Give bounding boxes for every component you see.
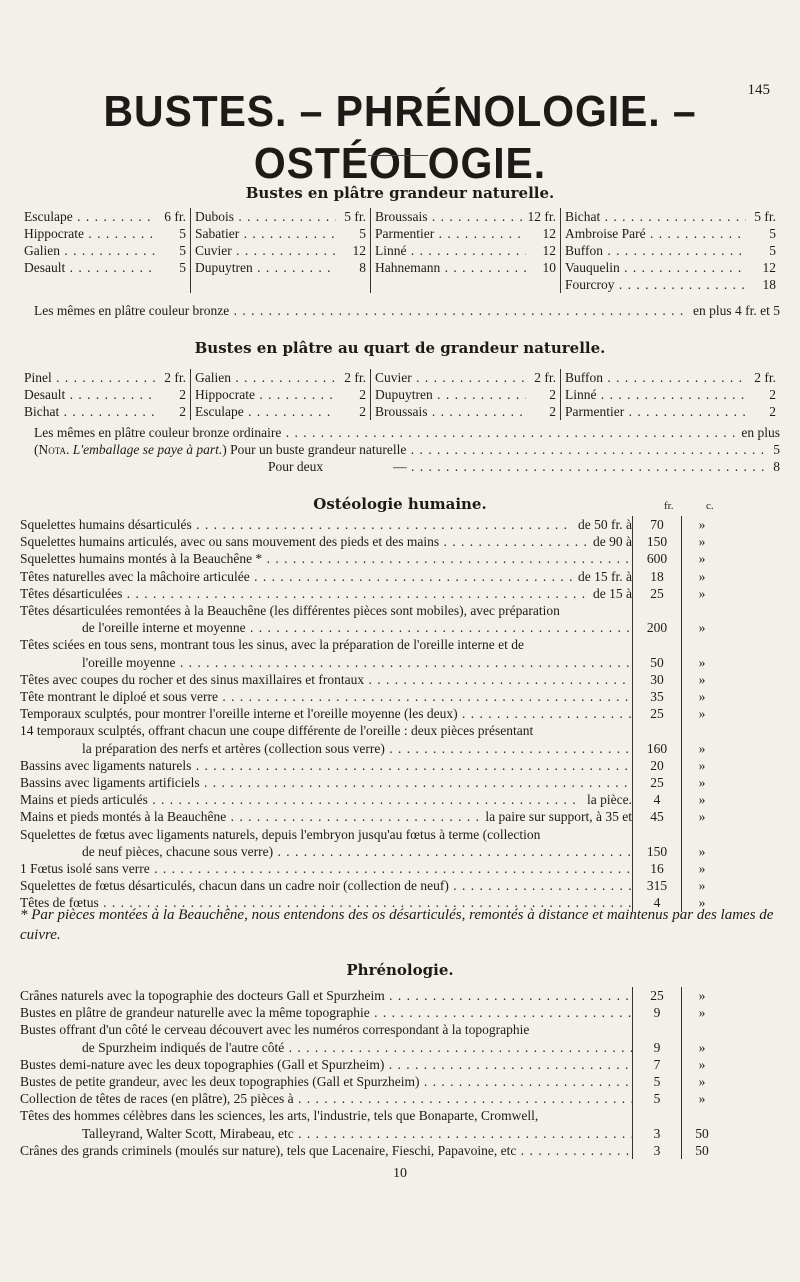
row-description: Têtes sciées en tous sens, montrant tous les sinus, avec la préparation de l'oreille interne et de (20, 637, 525, 653)
row-description: Mains et pieds articulés . . . (20, 791, 582, 808)
row-description-continued: la préparation des nerfs et artères (collection sous verre) . . . (82, 740, 632, 757)
table-row (20, 550, 780, 567)
item-name: Hippocrate . . . (195, 386, 336, 403)
row-description: Squelettes humains désarticulés . . . (20, 516, 573, 533)
row-centimes: » (698, 809, 706, 825)
item-price: 2 (549, 404, 556, 419)
bronze-text: Les mêmes en plâtre couleur bronze . . . (34, 302, 687, 319)
table-row (20, 860, 780, 877)
nota-price: 5 (773, 442, 780, 457)
footnote: * Par pièces montées à la Beauchêne, nous entendons des os désarticulés, remontés à distance et maintenus par des lames de cuivre. (20, 907, 774, 943)
item-name: Galien . . . (24, 242, 156, 259)
osteology-table (20, 516, 780, 912)
row-centimes: » (698, 620, 706, 636)
row-francs: 3 (632, 1107, 682, 1141)
price-column (190, 208, 370, 293)
row-centimes: 50 (695, 1142, 709, 1158)
row-centimes: » (698, 895, 706, 911)
row-francs: 20 (632, 757, 682, 774)
row-francs: 50 (632, 636, 682, 670)
row-description: Bustes offrant d'un côté le cerveau découvert avec les numéros correspondant à la topographie (20, 1022, 530, 1038)
row-centimes: » (698, 1091, 706, 1107)
row-francs: 45 (632, 808, 682, 825)
price-item (24, 208, 186, 225)
row-francs: 600 (632, 550, 682, 567)
item-name: Bichat . . . (565, 208, 746, 225)
row-price-range: de 15 fr. à (578, 568, 632, 584)
table-row (20, 1021, 780, 1055)
item-name: Esculape . . . (24, 208, 156, 225)
row-centimes: » (698, 1056, 706, 1072)
item-name: Linné . . . (375, 242, 526, 259)
col-header-c: c. (706, 500, 714, 512)
price-item (195, 403, 366, 420)
item-price: 12 (542, 243, 556, 258)
price-column (190, 369, 370, 420)
item-name: Cuvier . . . (195, 242, 336, 259)
row-description: Bustes de petite grandeur, avec les deux topographies (Gall et Spurzheim) . . . (20, 1073, 632, 1090)
item-name: Ambroise Paré . . . (565, 225, 746, 242)
row-description: Collection de têtes de races (en plâtre), 25 pièces à . . . (20, 1090, 632, 1107)
row-description: Squelettes de fœtus avec ligaments naturels, depuis l'embryon jusqu'au fœtus à terme (collection (20, 826, 541, 842)
row-francs: 5 (632, 1090, 682, 1107)
phrenology-table (20, 987, 780, 1159)
price-item (195, 242, 366, 259)
row-francs: 150 (632, 826, 682, 860)
row-francs: 30 (632, 671, 682, 688)
row-centimes: 50 (695, 1125, 709, 1141)
row-francs: 70 (632, 516, 682, 533)
row-description: Têtes naturelles avec la mâchoire articulée . . . (20, 568, 573, 585)
table-row (20, 688, 780, 705)
row-centimes: » (698, 1039, 706, 1055)
row-francs: 35 (632, 688, 682, 705)
row-francs: 25 (632, 987, 682, 1004)
row-centimes: » (698, 792, 706, 808)
price-item (195, 208, 366, 225)
row-francs: 18 (632, 568, 682, 585)
table-row (20, 1004, 780, 1021)
section-heading-phrenology: Phrénologie. (346, 961, 454, 979)
row-description: Temporaux sculptés, pour montrer l'oreille interne et l'oreille moyenne (les deux) . . . (20, 705, 632, 722)
row-francs: 7 (632, 1056, 682, 1073)
price-item (24, 386, 186, 403)
nota-label: Nota. (38, 442, 70, 457)
table-row (20, 671, 780, 688)
nota-text: Pour un buste grandeur naturelle (230, 442, 407, 457)
item-price: 6 fr. (164, 209, 186, 224)
item-price: 2 (359, 404, 366, 419)
item-price: 5 (179, 243, 186, 258)
table-row (20, 1056, 780, 1073)
deux-text: Pour deux (268, 459, 324, 474)
row-description: 1 Fœtus isolé sans verre . . . (20, 860, 632, 877)
price-column (370, 208, 560, 293)
row-description: Têtes désarticulées remontées à la Beauchêne (les différentes pièces sont mobiles), avec préparation (20, 603, 560, 619)
price-item (24, 369, 186, 386)
price-item (565, 403, 776, 420)
row-description: Squelettes humains montés à la Beauchêne * . . . (20, 550, 632, 567)
price-item (375, 242, 556, 259)
row-description: Bassins avec ligaments naturels . . . (20, 757, 632, 774)
row-centimes: » (698, 1005, 706, 1021)
row-description: 14 temporaux sculptés, offrant chacun une coupe différente de l'oreille : deux pièces présentant (20, 723, 534, 739)
section-heading-busts-quarter-size: Bustes en plâtre au quart de grandeur naturelle. (194, 339, 606, 357)
item-price: 2 (359, 387, 366, 402)
item-name: Buffon . . . (565, 242, 746, 259)
deux-price: 8 (773, 459, 780, 474)
row-francs: 315 (632, 877, 682, 894)
table-row (20, 1107, 780, 1141)
price-item (565, 208, 776, 225)
row-centimes: » (698, 671, 706, 687)
table-row (20, 1090, 780, 1107)
item-price: 2 fr. (534, 370, 556, 385)
item-name: Vauquelin . . . (565, 259, 746, 276)
row-centimes: » (698, 843, 706, 859)
row-description: Bustes demi-nature avec les deux topographies (Gall et Spurzheim) . . . (20, 1056, 632, 1073)
quarter-bronze-text: Les mêmes en plâtre couleur bronze ordinaire . . . (34, 424, 735, 441)
row-description-continued: de neuf pièces, chacune sous verre) . . . (82, 843, 632, 860)
bronze-price: en plus 4 fr. et 5 (693, 303, 780, 318)
item-name: Buffon . . . (565, 369, 746, 386)
item-price: 12 fr. (527, 209, 556, 224)
row-francs: 4 (632, 791, 682, 808)
item-name: Sabatier . . . (195, 225, 336, 242)
item-name: Hippocrate . . . (24, 225, 156, 242)
item-price: 10 (542, 260, 556, 275)
item-price: 2 (769, 404, 776, 419)
price-item (375, 386, 556, 403)
row-price-range: la pièce. (587, 792, 632, 808)
table-row (20, 1142, 780, 1159)
price-column (560, 369, 780, 420)
row-centimes: » (698, 757, 706, 773)
table-row (20, 585, 780, 602)
price-item (195, 259, 366, 276)
row-price-range: de 90 à (593, 534, 632, 550)
item-price: 5 (179, 260, 186, 275)
row-centimes: » (698, 740, 706, 756)
price-item (375, 225, 556, 242)
nota-packaging: L'emballage se paye à part. (72, 442, 223, 457)
row-description: Têtes de fœtus . . . (20, 894, 632, 911)
table-row (20, 516, 780, 533)
item-name: Galien . . . (195, 369, 336, 386)
price-item (375, 369, 556, 386)
item-price: 12 (762, 260, 776, 275)
row-centimes: » (698, 861, 706, 877)
quarter-bronze-price: en plus (741, 425, 780, 440)
item-price: 5 (769, 243, 776, 258)
deux-line (20, 458, 780, 475)
table-row (20, 705, 780, 722)
row-centimes: » (698, 988, 706, 1003)
bronze-line (20, 302, 780, 319)
price-item (24, 259, 186, 276)
item-price: 5 fr. (344, 209, 366, 224)
table-row (20, 791, 780, 808)
row-centimes: » (698, 775, 706, 791)
row-description: Squelettes de fœtus désarticulés, chacun dans un cadre noir (collection de neuf) . . . (20, 877, 632, 894)
price-item (195, 386, 366, 403)
price-item (565, 225, 776, 242)
row-centimes: » (698, 878, 706, 894)
row-description-continued: Talleyrand, Walter Scott, Mirabeau, etc . . . (82, 1125, 632, 1142)
table-row (20, 568, 780, 585)
nota-line: (Nota. L'emballage se paye à part.) Pour un buste grandeur naturelle . . . 5 (20, 441, 780, 458)
item-price: 5 (769, 226, 776, 241)
table-row (20, 636, 780, 670)
row-francs: 25 (632, 585, 682, 602)
table-row (20, 757, 780, 774)
item-name: Broussais . . . (375, 208, 524, 225)
row-centimes: » (698, 654, 706, 670)
item-price: 2 (549, 387, 556, 402)
price-item (565, 242, 776, 259)
price-item (565, 369, 776, 386)
item-name: Parmentier . . . (565, 403, 746, 420)
row-francs: 9 (632, 1021, 682, 1055)
row-francs: 160 (632, 722, 682, 756)
price-item (565, 386, 776, 403)
table-row (20, 1073, 780, 1090)
row-francs: 9 (632, 1004, 682, 1021)
row-price-range: de 50 fr. à (578, 517, 632, 532)
page-title: BUSTES. – PHRÉNOLOGIE. – OSTÉOLOGIE. (103, 87, 697, 188)
table-row (20, 826, 780, 860)
page-number: 145 (747, 82, 770, 98)
row-francs: 4 (632, 894, 682, 911)
item-name: Esculape . . . (195, 403, 336, 420)
item-price: 18 (762, 277, 776, 292)
price-item (195, 369, 366, 386)
row-description: Mains et pieds montés à la Beauchêne . . . (20, 808, 480, 825)
item-price: 2 fr. (164, 370, 186, 385)
price-column (370, 369, 560, 420)
row-price-range: de 15 à (593, 585, 632, 601)
price-column (560, 208, 780, 293)
row-description-continued: de Spurzheim indiqués de l'autre côté . . . (82, 1039, 632, 1056)
item-name: Dubois . . . (195, 208, 336, 225)
item-price: 12 (542, 226, 556, 241)
row-price-range: la paire sur support, à 35 et (485, 809, 632, 825)
price-item (375, 259, 556, 276)
price-item (195, 225, 366, 242)
deux-dash: — (393, 459, 407, 474)
item-name: Fourcroy . . . (565, 276, 746, 293)
table-row (20, 774, 780, 791)
row-description: Crânes naturels avec la topographie des docteurs Gall et Spurzheim . . . (20, 987, 632, 1004)
item-price: 2 fr. (344, 370, 366, 385)
item-price: 12 (352, 243, 366, 258)
item-name: Linné . . . (565, 386, 746, 403)
section-heading-busts-full-size: Bustes en plâtre grandeur naturelle. (245, 184, 555, 202)
item-price: 5 (359, 226, 366, 241)
row-description: Têtes des hommes célèbres dans les sciences, les arts, l'industrie, tels que Bonaparte, Cromwell, (20, 1108, 539, 1124)
price-item (375, 208, 556, 225)
row-description: Têtes avec coupes du rocher et des sinus maxillaires et frontaux . . . (20, 671, 632, 688)
table-row (20, 722, 780, 756)
row-description: Têtes désarticulées . . . (20, 585, 588, 602)
row-description: Squelettes humains articulés, avec ou sans mouvement des pieds et des mains . . . (20, 533, 588, 550)
row-description: Tête montrant le diploé et sous verre . . . (20, 688, 632, 705)
item-price: 8 (359, 260, 366, 275)
row-description: Crânes des grands criminels (moulés sur nature), tels que Lacenaire, Fieschi, Papavoine, etc . . . (20, 1142, 632, 1159)
busts-full-size-table (20, 208, 780, 293)
row-centimes: » (698, 517, 706, 532)
table-row (20, 602, 780, 636)
row-francs: 25 (632, 705, 682, 722)
item-price: 5 fr. (754, 209, 776, 224)
price-item (565, 276, 776, 293)
row-centimes: » (698, 551, 706, 567)
item-name: Pinel . . . (24, 369, 156, 386)
row-centimes: » (698, 1074, 706, 1090)
table-row (20, 533, 780, 550)
item-price: 5 (179, 226, 186, 241)
item-name: Dupuytren . . . (375, 386, 526, 403)
table-row (20, 987, 780, 1004)
item-price: 2 (769, 387, 776, 402)
item-name: Hahnemann . . . (375, 259, 526, 276)
section-heading-osteology: Ostéologie humaine. (313, 495, 487, 513)
item-price: 2 (179, 387, 186, 402)
price-item (375, 403, 556, 420)
quarter-bronze-line (20, 424, 780, 441)
item-name: Desault . . . (24, 386, 156, 403)
col-header-fr: fr. (664, 500, 674, 512)
row-francs: 16 (632, 860, 682, 877)
price-item (24, 403, 186, 420)
price-item (565, 259, 776, 276)
item-name: Bichat . . . (24, 403, 156, 420)
item-name: Parmentier . . . (375, 225, 526, 242)
row-description: Bassins avec ligaments artificiels . . . (20, 774, 632, 791)
row-francs: 25 (632, 774, 682, 791)
row-centimes: » (698, 534, 706, 550)
row-centimes: » (698, 585, 706, 601)
item-name: Desault . . . (24, 259, 156, 276)
price-column (20, 208, 190, 293)
row-centimes: » (698, 689, 706, 705)
row-francs: 150 (632, 533, 682, 550)
item-name: Cuvier . . . (375, 369, 526, 386)
row-description-continued: de l'oreille interne et moyenne . . . (82, 619, 632, 636)
title-divider (368, 155, 428, 156)
price-column (20, 369, 190, 420)
row-centimes: » (698, 706, 706, 722)
row-description-continued: l'oreille moyenne . . . (82, 654, 632, 671)
price-item (24, 242, 186, 259)
row-francs: 200 (632, 602, 682, 636)
table-row (20, 808, 780, 825)
row-francs: 3 (632, 1142, 682, 1159)
busts-quarter-size-table (20, 369, 780, 420)
row-centimes: » (698, 568, 706, 584)
row-description: Bustes en plâtre de grandeur naturelle avec la même topographie . . . (20, 1004, 632, 1021)
signature-mark: 10 (393, 1166, 407, 1181)
row-francs: 5 (632, 1073, 682, 1090)
item-name: Broussais . . . (375, 403, 526, 420)
item-price: 2 (179, 404, 186, 419)
table-row (20, 877, 780, 894)
item-price: 2 fr. (754, 370, 776, 385)
price-item (24, 225, 186, 242)
item-name: Dupuytren . . . (195, 259, 336, 276)
